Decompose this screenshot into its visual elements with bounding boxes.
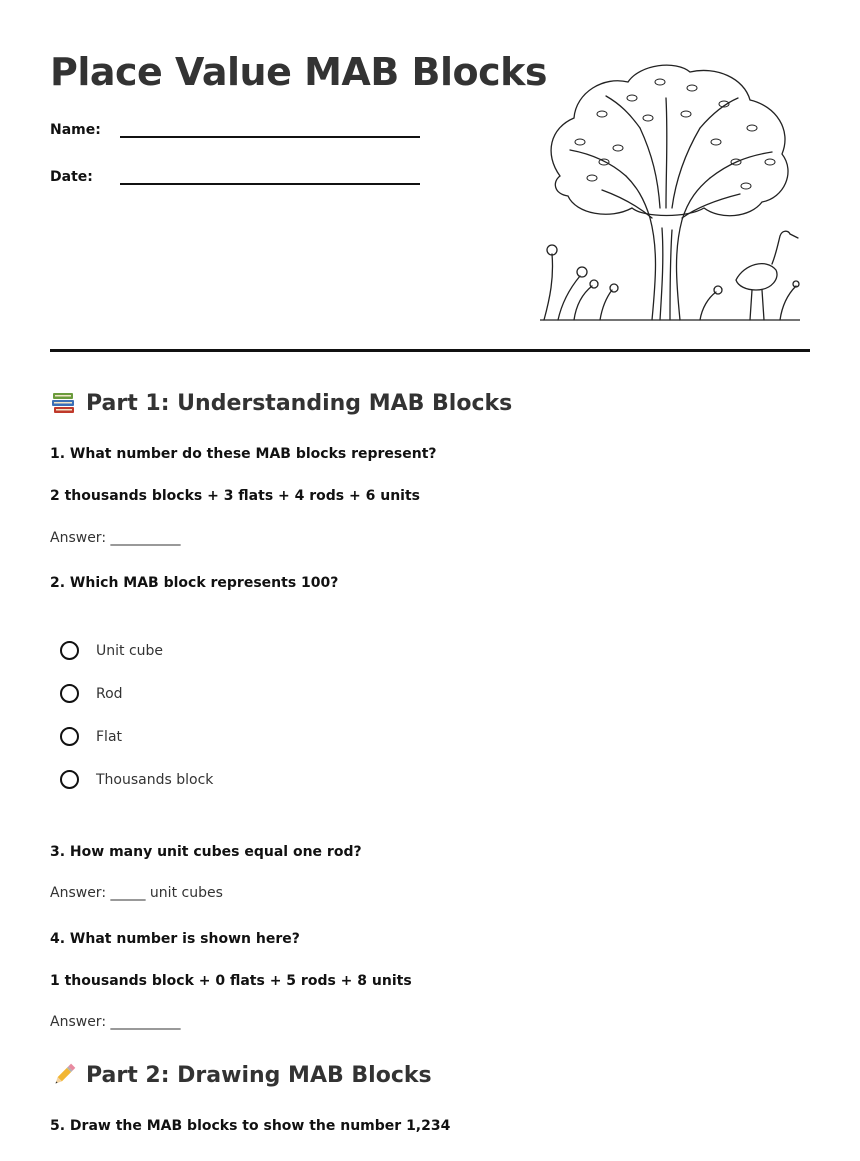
answer-4[interactable]: Answer: __________ (50, 1014, 181, 1030)
option-label: Rod (96, 685, 123, 702)
option-label: Flat (96, 728, 123, 745)
option-thousands-block[interactable] (60, 770, 213, 789)
answer-1[interactable]: Answer: __________ (50, 530, 181, 546)
part2-heading (50, 1061, 432, 1089)
name-label: Name: (50, 122, 101, 138)
question-3: 3. How many unit cubes equal one rod? (50, 844, 362, 860)
option-label: Unit cube (96, 642, 164, 659)
date-line[interactable] (120, 183, 420, 185)
name-field (50, 122, 101, 138)
date-label: Date: (50, 169, 93, 185)
option-unit-cube[interactable] (60, 641, 163, 660)
part1-heading-text: Part 1: Understanding MAB Blocks (86, 390, 513, 416)
radio-button[interactable] (60, 641, 79, 660)
name-line[interactable] (120, 136, 420, 138)
option-rod[interactable] (60, 684, 123, 703)
radio-button[interactable] (60, 770, 79, 789)
option-flat[interactable] (60, 727, 122, 746)
question-1-detail: 2 thousands blocks + 3 flats + 4 rods + 6 units (50, 488, 420, 504)
radio-button[interactable] (60, 684, 79, 703)
part2-heading-text: Part 2: Drawing MAB Blocks (86, 1062, 432, 1088)
pencil-icon (50, 1061, 78, 1089)
radio-button[interactable] (60, 727, 79, 746)
question-2: 2. Which MAB block represents 100? (50, 575, 339, 591)
question-4-detail: 1 thousands block + 0 flats + 5 rods + 8 units (50, 973, 412, 989)
books-icon (50, 389, 78, 417)
date-field (50, 169, 93, 185)
page-title: Place Value MAB Blocks (50, 50, 548, 94)
header-divider (50, 349, 810, 352)
answer-3[interactable]: Answer: _____ unit cubes (50, 885, 223, 901)
question-5: 5. Draw the MAB blocks to show the number 1,234 (50, 1118, 451, 1134)
tree-illustration (540, 58, 800, 326)
part1-heading (50, 389, 512, 417)
option-label: Thousands block (96, 771, 214, 788)
question-4: 4. What number is shown here? (50, 931, 300, 947)
question-1: 1. What number do these MAB blocks represent? (50, 446, 437, 462)
